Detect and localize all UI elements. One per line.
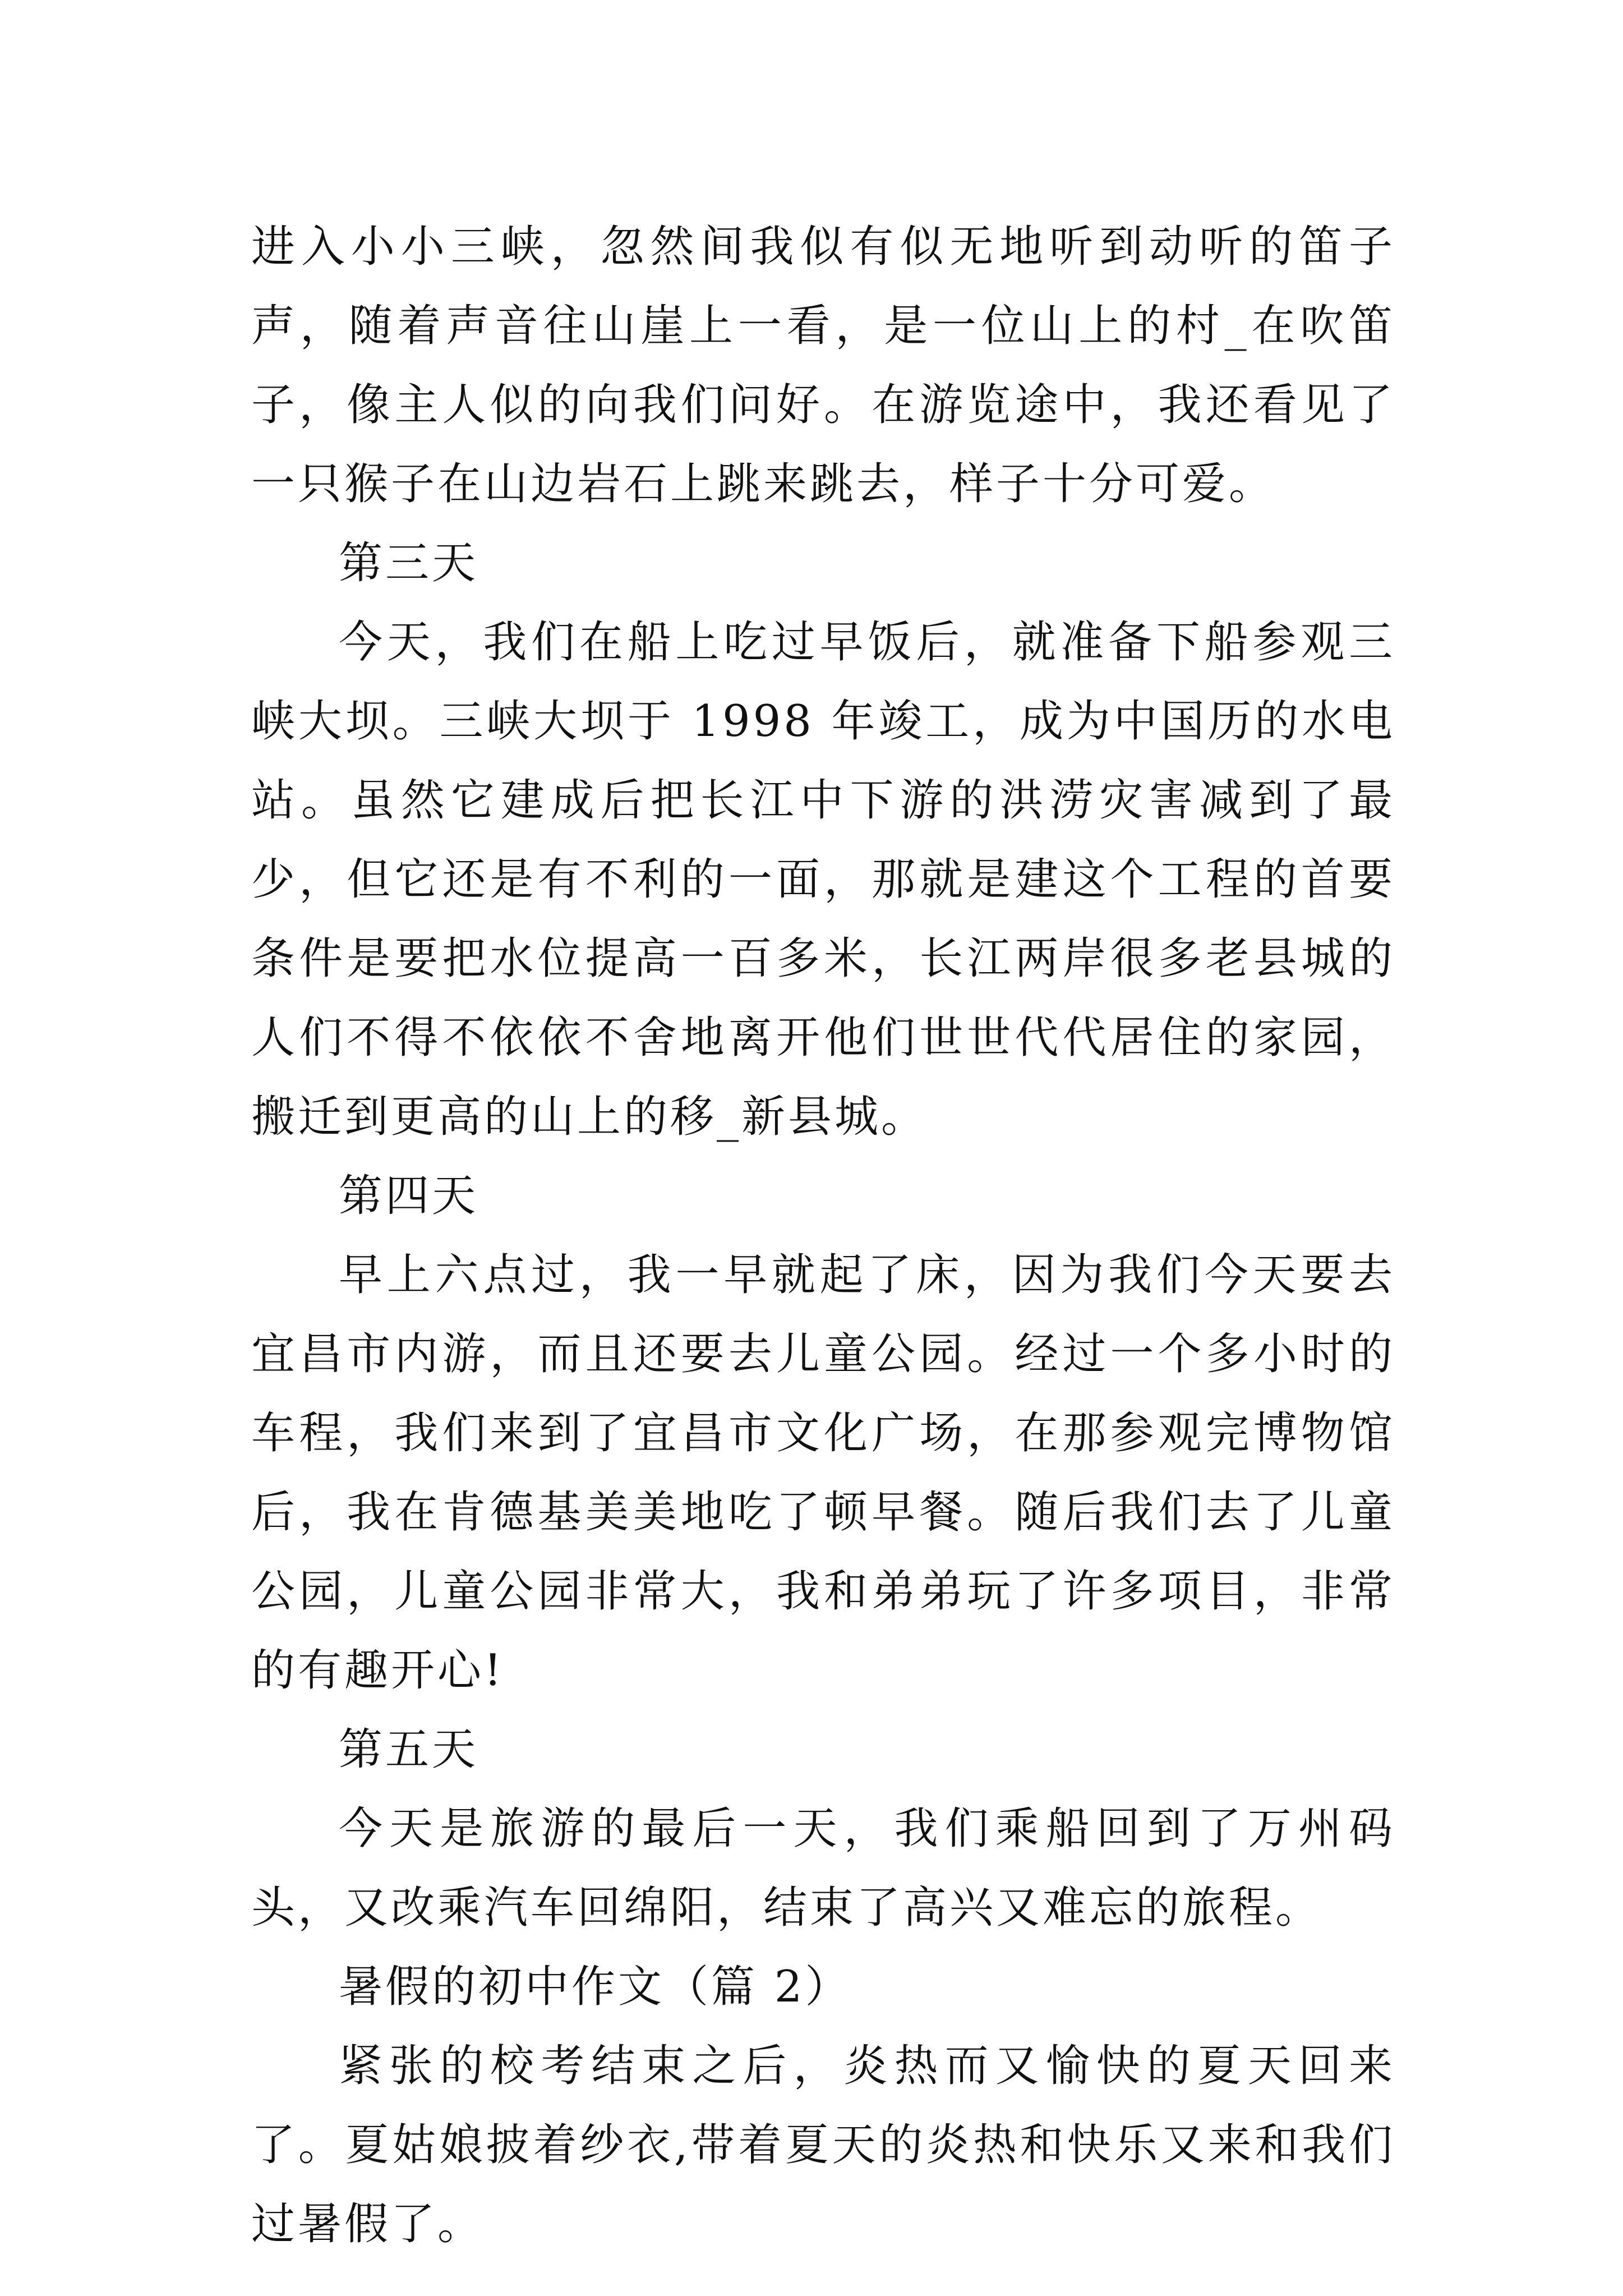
paragraph-last-day: 今天是旅游的最后一天，我们乘船回到了万州码头，又改乘汽车回绵阳，结束了高兴又难忘的旅程。 <box>251 1803 1395 1933</box>
paragraph-yichang-trip: 早上六点过，我一早就起了床，因为我们今天要去宜昌市内游，而且还要去儿童公园。经过一个多小时的车程，我们来到了宜昌市文化广场，在那参观完博物馆后，我在肯德基美美地吃了顿早餐。随后我们去了儿童公园，儿童公园非常大，我和弟弟玩了许多项目，非常的有趣开心! <box>251 1250 1395 1696</box>
heading-day-four: 第四天 <box>339 1171 479 1221</box>
paragraph-summer-arrives: 紧张的校考结束之后，炎热而又愉快的夏天回来了。夏姑娘披着纱衣,带着夏天的炎热和快乐又来和我们过暑假了。 <box>251 2041 1395 2249</box>
heading-day-three: 第三天 <box>339 538 479 588</box>
document-body <box>251 208 1395 2264</box>
heading-essay-two: 暑假的初中作文（篇 2） <box>339 1962 852 2012</box>
paragraph-xiaoxiao-sanxia: 进入小小三峡，忽然间我似有似无地听到动听的笛子声，随着声音往山崖上一看，是一位山上的村_在吹笛子，像主人似的向我们问好。在游览途中，我还看见了一只猴子在山边岩石上跳来跳去，样子十分可爱。 <box>251 222 1395 509</box>
heading-day-five: 第五天 <box>339 1724 479 1775</box>
paragraph-three-gorges-dam: 今天，我们在船上吃过早饭后，就准备下船参观三峡大坝。三峡大坝于 1998 年竣工，成为中国历的水电站。虽然它建成后把长江中下游的洪涝灾害减到了最少，但它还是有不利的一面，那就是建这个工程的首要条件是要把水位提高一百多米，长江两岸很多老县城的人们不得不依依不舍地离开他们世世代代居住的家园，搬迁到更高的山上的移_新县城。 <box>251 617 1395 1142</box>
